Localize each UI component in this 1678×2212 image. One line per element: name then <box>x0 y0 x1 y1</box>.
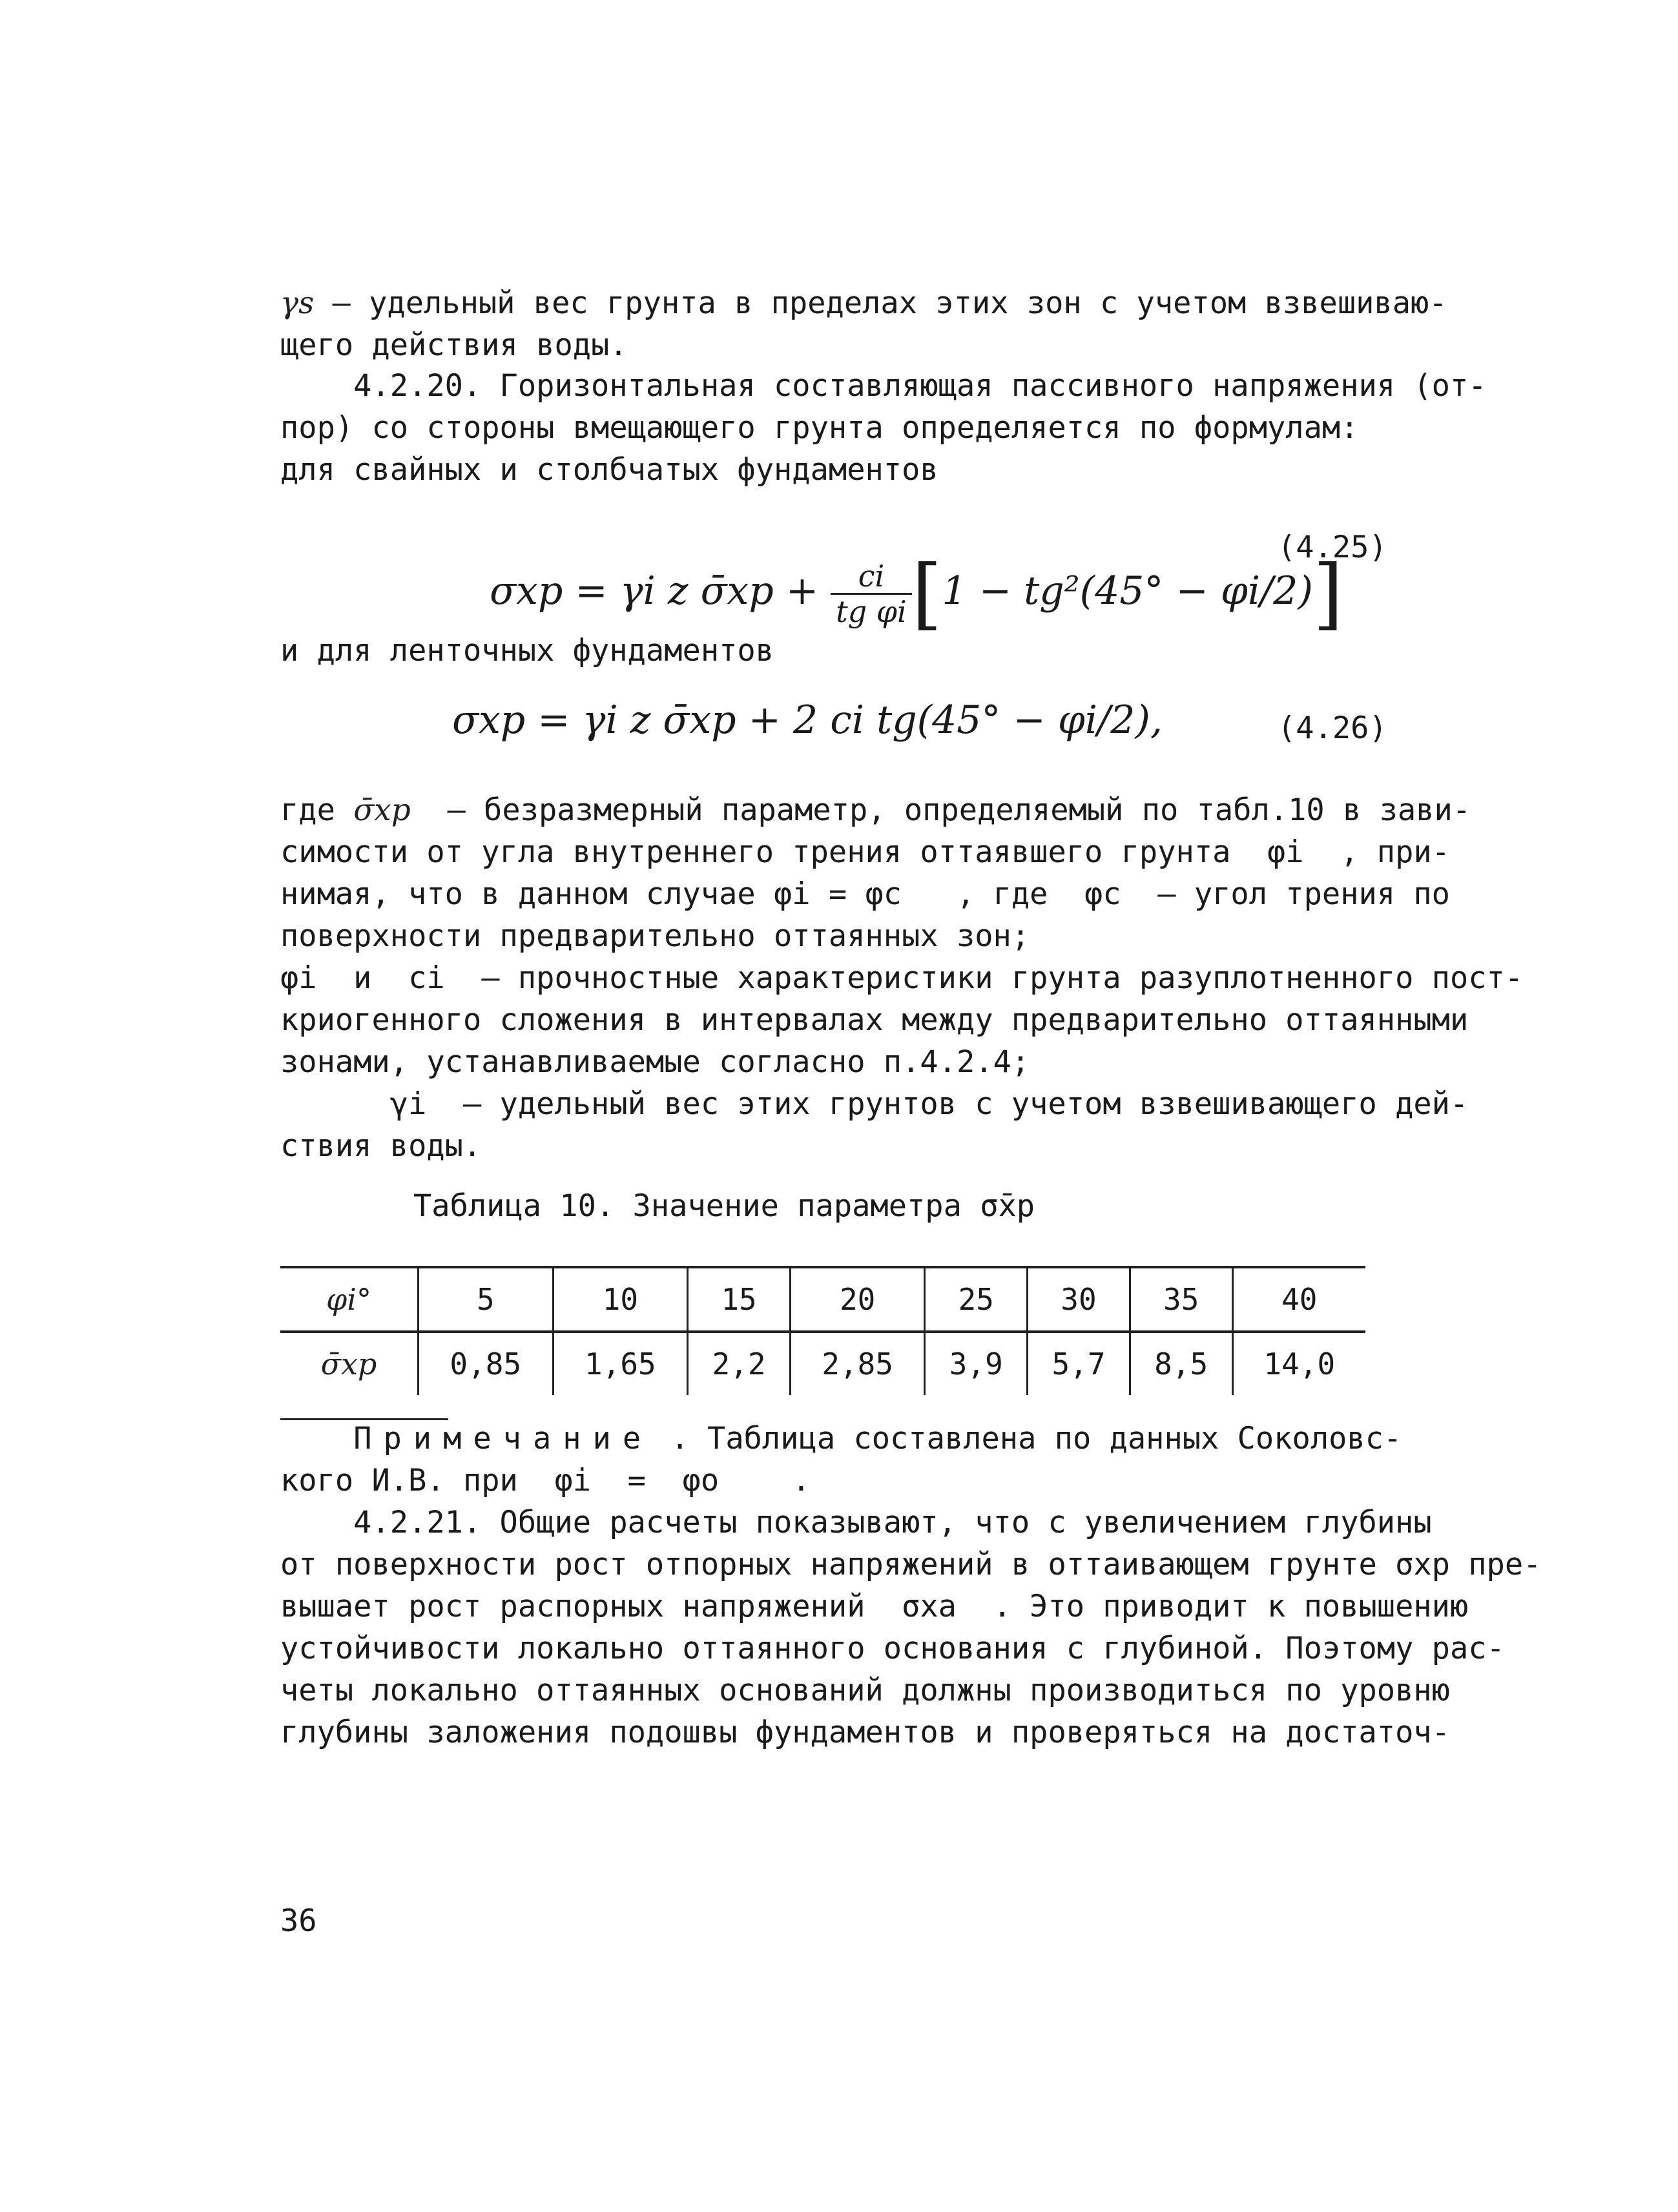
section-4-2-20-line: для свайных и столбчатых фундаментов <box>280 452 938 488</box>
table-header-symbol: φi° <box>280 1267 419 1332</box>
table-cell: 20 <box>790 1267 925 1332</box>
table-cell: 8,5 <box>1130 1332 1232 1395</box>
section-4-2-21-line: от поверхности рост отпорных напряжений в оттаивающем грунте σxp пре- <box>280 1547 1542 1582</box>
table-cell: 30 <box>1028 1267 1130 1332</box>
formula-4-26: σxp = γi z σ̄xp + 2 ci tg(45° − φi/2), <box>452 698 1163 743</box>
table-cell: 3,9 <box>925 1332 1028 1395</box>
definition-line: зонами, устанавливаемые согласно п.4.2.4; <box>280 1044 1030 1080</box>
table-row <box>280 1267 1365 1332</box>
sigma-xp-symbol: σ̄xp <box>353 792 411 828</box>
table-cell: 10 <box>553 1267 688 1332</box>
table-cell: 5,7 <box>1028 1332 1130 1395</box>
paragraph-line: γs – удельный вес грунта в пределах этих зон с учетом взвешиваю- <box>280 285 1447 321</box>
section-4-2-21-line: 4.2.21. Общие расчеты показывают, что с увеличением глубины <box>280 1505 1432 1540</box>
section-4-2-20-line: 4.2.20. Горизонтальная составляющая пассивного напряжения (от- <box>280 368 1487 404</box>
table-cell: 40 <box>1232 1267 1365 1332</box>
section-4-2-21-line: устойчивости локально оттаянного основания с глубиной. Поэтому рас- <box>280 1631 1505 1666</box>
table-cell: 5 <box>419 1267 554 1332</box>
table-cell: 15 <box>688 1267 791 1332</box>
definition-line: γi – удельный вес этих грунтов с учетом взвешивающего дей- <box>280 1086 1469 1122</box>
table-cell: 0,85 <box>419 1332 554 1395</box>
section-4-2-21-line: четы локально оттаянных оснований должны производиться по уровню <box>280 1673 1450 1708</box>
definition-line: где σ̄xp – безразмерный параметр, определяемый по табл.10 в зави- <box>280 792 1471 828</box>
table-cell: 14,0 <box>1232 1332 1365 1395</box>
page-number: 36 <box>280 1903 317 1939</box>
section-4-2-21-line: вышает рост распорных напряжений σxa . Это приводит к повышению <box>280 1589 1469 1624</box>
note-line: Примечание . Таблица составлена по данных Соколовс- <box>353 1421 1402 1456</box>
definition-line: криогенного сложения в интервалах между предварительно оттаянными <box>280 1002 1469 1038</box>
definition-line: симости от угла внутреннего трения оттаявшего грунта φi , при- <box>280 834 1450 870</box>
section-4-2-20-line: пор) со стороны вмещающего грунта определяется по формулам: <box>280 410 1359 446</box>
table-caption: Таблица 10. Значение параметра σ̄xp <box>413 1188 1035 1224</box>
text-line: и для ленточных фундаментов <box>280 633 774 668</box>
definition-line: нимая, что в данном случае φi = φc , где φc – угол трения по <box>280 876 1450 912</box>
table-row <box>280 1332 1365 1395</box>
definition-line: ствия воды. <box>280 1128 482 1164</box>
formula-4-25: σxp = γi z σ̄xp + $\frac{ci}{\text{tg φi}}$ [1 − tg²(45° − φi/2)] <box>490 549 1343 639</box>
table-cell: 25 <box>925 1267 1028 1332</box>
table-cell: 35 <box>1130 1267 1232 1332</box>
table-cell: 2,85 <box>790 1332 925 1395</box>
fraction: $\frac{ci}{\text{tg φi}}$ <box>831 559 911 628</box>
definition-line: φi и ci – прочностные характеристики грунта разуплотненного пост- <box>280 960 1524 996</box>
equation-number: (4.25) <box>1278 530 1387 565</box>
parameter-table <box>280 1266 1365 1395</box>
table-cell: 2,2 <box>688 1332 791 1395</box>
table-cell: 1,65 <box>553 1332 688 1395</box>
paragraph-line: щего действия воды. <box>280 327 628 363</box>
section-4-2-21-line: глубины заложения подошвы фундаментов и проверяться на достаточ- <box>280 1715 1450 1750</box>
gamma-s-symbol: γs <box>280 285 315 321</box>
definition-line: поверхности предварительно оттаянных зон; <box>280 918 1030 954</box>
note-line: кого И.В. при φi = φo . <box>280 1463 811 1498</box>
table-row-symbol: σ̄xp <box>320 1347 377 1381</box>
equation-number: (4.26) <box>1278 710 1387 746</box>
